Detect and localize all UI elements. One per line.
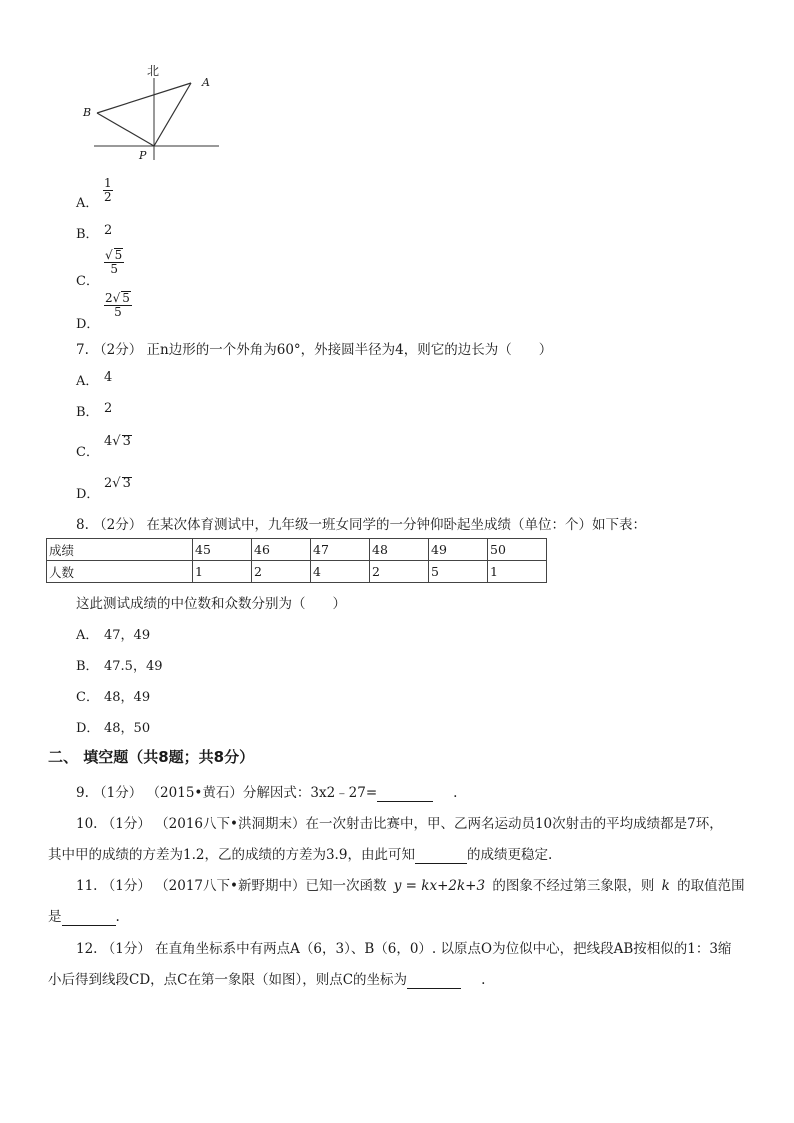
option-label: D． [76,317,100,332]
q10-text: 其中甲的成绩的方差为1.2，乙的成绩的方差为3.9，由此可知 [48,847,415,863]
table-cell: 1 [488,561,547,583]
q11-text: 的取值范围 [677,878,745,894]
q10-line1: 10. （1分） （2016八下•洪洞期末）在一次射击比赛中，甲、乙两名运动员10次射击的平均成绩都是7环， [76,816,723,832]
option-label: A． [76,196,99,211]
option-value: 4 [104,370,113,385]
option-label: A． [76,374,99,389]
scores-table [46,538,547,583]
q12-line1: 12. （1分） 在直角坐标系中有两点A（6，3）、B（6，0）. 以原点O为位似中心，把线段AB按相似的1：3缩 [76,941,732,957]
table-cell: 45 [193,539,252,561]
q12-tail: . [481,972,486,988]
four-root-three: 4√ 3 [104,434,131,449]
option-label: D． [76,487,100,502]
q11-text: 是 [48,909,62,925]
q7-stem: 7. （2分） 正n边形的一个外角为60°，外接圆半径为4，则它的边长为（ ） [76,342,553,358]
point-p-label: P [139,149,147,162]
option-label: C． [76,274,99,289]
point-a-label: A [202,76,210,89]
q9 [76,781,457,802]
table-row [47,539,547,561]
north-label: 北 [147,64,160,78]
option-value: 47.5，49 [104,659,163,674]
q10-tail: 的成绩更稳定. [466,847,553,863]
option-value: 2 [104,223,113,238]
table-cell: 2 [370,561,429,583]
table-cell: 成绩 [47,539,193,561]
answer-blank[interactable] [377,785,433,802]
option-value: 47，49 [104,628,151,643]
fraction-root5-over-5: $\frac{√ 5}{5}$ [105,248,123,276]
option-label: D． [76,721,100,736]
section-title: 二、 填空题（共8题；共8分） [48,748,255,766]
table-row [47,561,547,583]
variable-k: k [661,878,670,894]
table-cell: 4 [311,561,370,583]
option-value: 2 [104,401,113,416]
two-root-three: 2√ 3 [104,476,131,491]
option-label: B． [76,659,99,674]
option-value: 48，50 [104,721,151,736]
table-cell: 50 [488,539,547,561]
table-cell: 48 [370,539,429,561]
option-label: C． [76,690,99,705]
q12-text: 小后得到线段CD，点C在第一象限（如图），则点C的坐标为 [48,972,408,988]
option-value: 48，49 [104,690,151,705]
segment-pb [97,113,154,146]
option-label: B． [76,227,99,242]
q11-text: 11. （1分） （2017八下•新野期中）已知一次函数 [76,878,387,894]
linear-function-formula: y = kx+2k+3 [393,878,486,894]
answer-blank[interactable] [407,972,461,989]
fraction-one-half: $\frac{1}{2}$ [104,176,112,204]
table-cell: 46 [252,539,311,561]
point-b-label: B [83,106,92,119]
table-cell: 2 [252,561,311,583]
table-cell: 49 [429,539,488,561]
table-cell: 5 [429,561,488,583]
q8-stem: 8. （2分） 在某次体育测试中，九年级一班女同学的一分钟仰卧起坐成绩（单位：个）如下表： [76,517,647,533]
segment-ba [97,83,191,113]
q11-line2 [48,905,120,926]
option-label: C． [76,445,99,460]
q10-line2 [48,843,552,864]
answer-blank[interactable] [62,909,116,926]
option-label: B． [76,405,99,420]
answer-blank[interactable] [415,847,467,864]
option-label: A． [76,628,99,643]
fraction-2root5-over-5: $\frac{2√ 5}{5}$ [105,291,130,319]
table-cell: 1 [193,561,252,583]
q9-text: 9. （1分） （2015•黄石）分解因式：3x2﹣27= [76,785,378,801]
q11-tail: . [115,909,120,925]
q11-text: 的图象不经过第三象限，则 [492,878,655,894]
table-cell: 人数 [47,561,193,583]
q11-line1 [76,874,745,894]
table-cell: 47 [311,539,370,561]
q8-question: 这此测试成绩的中位数和众数分别为（ ） [76,596,346,612]
q12-line2 [48,968,485,989]
q9-tail: . [453,785,458,801]
